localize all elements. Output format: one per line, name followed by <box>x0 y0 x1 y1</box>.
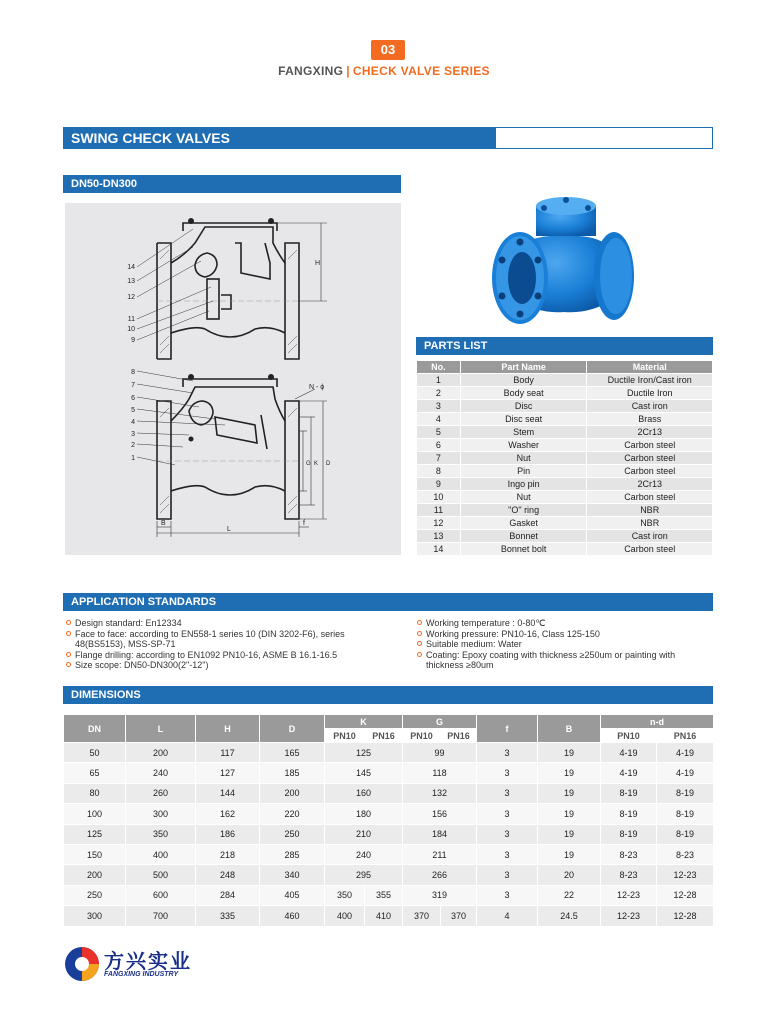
dim-f: 3 <box>477 824 538 844</box>
part-name: "O" ring <box>460 504 587 517</box>
dim-k: 160 <box>325 783 403 803</box>
parts-row <box>417 426 713 439</box>
dim-nd-pn10: 8-19 <box>601 804 657 824</box>
part-no: 1 <box>417 374 461 387</box>
dimension-row <box>64 743 714 763</box>
logo-mark-icon <box>64 946 100 982</box>
dim-label-l: L <box>227 526 231 533</box>
company-logo <box>64 944 304 984</box>
parts-list-heading: PARTS LIST <box>416 337 713 355</box>
dim-g: 99 <box>403 743 477 763</box>
dim-dn: 65 <box>64 763 126 783</box>
parts-row <box>417 504 713 517</box>
part-material: NBR <box>587 504 713 517</box>
parts-row <box>417 387 713 400</box>
standard-item <box>66 629 396 650</box>
part-material: Carbon steel <box>587 543 713 556</box>
dim-k-pn10: 350 <box>325 885 365 905</box>
dim-label-d: D <box>326 461 331 467</box>
standard-item <box>417 639 713 650</box>
dim-d: 340 <box>260 865 325 885</box>
dim-h: 127 <box>196 763 260 783</box>
dimension-row <box>64 783 714 803</box>
dim-k: 240 <box>325 844 403 864</box>
standard-text: Flange drilling: according to EN1092 PN10-16, ASME B 16.1-16.5 <box>75 649 338 660</box>
parts-row <box>417 543 713 556</box>
dim-g: 266 <box>403 865 477 885</box>
part-material: Brass <box>587 413 713 426</box>
parts-row <box>417 478 713 491</box>
part-no: 13 <box>417 530 461 543</box>
dim-g: 118 <box>403 763 477 783</box>
part-name: Nut <box>460 452 587 465</box>
dim-nd-pn10: PN10 <box>601 729 657 743</box>
standard-text: Working temperature : 0-80℃ <box>426 618 546 628</box>
dim-l: 400 <box>126 844 196 864</box>
standard-item <box>66 650 396 661</box>
part-name: Washer <box>460 439 587 452</box>
parts-col-material: Material <box>587 361 713 374</box>
dim-f: 3 <box>477 885 538 905</box>
standard-text: Coating: Epoxy coating with thickness ≥250um or painting with thickness ≥80um <box>426 649 676 670</box>
dim-k-pn16: 410 <box>365 906 403 926</box>
dim-nd-pn16: 4-19 <box>657 763 714 783</box>
bullet-icon <box>417 652 422 657</box>
dim-l: 260 <box>126 783 196 803</box>
header-title <box>0 64 768 78</box>
dim-f: 3 <box>477 783 538 803</box>
dim-f: 4 <box>477 906 538 926</box>
parts-row <box>417 374 713 387</box>
dim-f: 3 <box>477 844 538 864</box>
callout-6: 6 <box>131 395 135 402</box>
dim-dn: 200 <box>64 865 126 885</box>
standard-item <box>417 618 713 629</box>
dim-nd-pn16: PN16 <box>657 729 714 743</box>
dim-k: 125 <box>325 743 403 763</box>
dim-f: 3 <box>477 804 538 824</box>
callout-12: 12 <box>127 294 135 301</box>
dim-d: 185 <box>260 763 325 783</box>
part-no: 14 <box>417 543 461 556</box>
range-heading: DN50-DN300 <box>63 175 401 193</box>
dim-dn: 250 <box>64 885 126 905</box>
dim-nd-pn16: 8-19 <box>657 804 714 824</box>
parts-row <box>417 452 713 465</box>
dim-k: 295 <box>325 865 403 885</box>
dim-k: 180 <box>325 804 403 824</box>
callout-9: 9 <box>131 337 135 344</box>
parts-row <box>417 491 713 504</box>
dim-nd-pn16: 8-19 <box>657 783 714 803</box>
logo-chinese-name: 方兴实业 <box>104 949 192 973</box>
part-material: Carbon steel <box>587 439 713 452</box>
dim-nd-pn10: 12-23 <box>601 885 657 905</box>
dim-f: 3 <box>477 743 538 763</box>
dim-d: 285 <box>260 844 325 864</box>
standards-right-list <box>417 618 713 671</box>
dim-label-h: H <box>315 260 321 267</box>
dim-dn: 125 <box>64 824 126 844</box>
dim-k-pn10: PN10 <box>325 729 365 743</box>
dim-k: 145 <box>325 763 403 783</box>
part-name: Stem <box>460 426 587 439</box>
part-name: Bonnet bolt <box>460 543 587 556</box>
dim-k: 210 <box>325 824 403 844</box>
dim-g: 319 <box>403 885 477 905</box>
dim-label-n-phi: N - ϕ <box>309 384 325 391</box>
dim-b: 19 <box>538 743 601 763</box>
dim-nd-pn16: 8-23 <box>657 844 714 864</box>
dim-g-pn10: 370 <box>403 906 441 926</box>
dim-h: 186 <box>196 824 260 844</box>
dim-g-pn16: PN16 <box>441 729 477 743</box>
parts-col-name: Part Name <box>460 361 587 374</box>
dim-col-d: D <box>260 715 325 743</box>
dim-nd-pn10: 8-23 <box>601 865 657 885</box>
dim-g: 156 <box>403 804 477 824</box>
dim-nd-pn16: 8-19 <box>657 824 714 844</box>
header-brand: FANGXING <box>278 64 344 78</box>
callout-13: 13 <box>127 278 135 285</box>
dimension-row <box>64 885 714 905</box>
callout-4: 4 <box>131 419 135 426</box>
bullet-icon <box>66 652 71 657</box>
dim-k-pn10: 400 <box>325 906 365 926</box>
dim-k-pn16: PN16 <box>365 729 403 743</box>
dim-dn: 300 <box>64 906 126 926</box>
callout-14: 14 <box>127 264 135 271</box>
dim-g: 211 <box>403 844 477 864</box>
part-name: Bonnet <box>460 530 587 543</box>
dim-g: 184 <box>403 824 477 844</box>
dim-label-g: G <box>306 461 311 467</box>
part-material: 2Cr13 <box>587 426 713 439</box>
dim-nd-pn16: 12-28 <box>657 906 714 926</box>
dim-l: 500 <box>126 865 196 885</box>
dim-b: 22 <box>538 885 601 905</box>
parts-row <box>417 530 713 543</box>
dim-label-k: K <box>314 461 319 467</box>
header-separator: | <box>346 64 350 78</box>
dim-f: 3 <box>477 865 538 885</box>
standard-item <box>66 660 396 671</box>
sectional-drawing <box>65 203 401 555</box>
dim-col-dn: DN <box>64 715 126 743</box>
part-material: 2Cr13 <box>587 478 713 491</box>
part-name: Disc <box>460 400 587 413</box>
part-material: Ductile Iron/Cast iron <box>587 374 713 387</box>
bullet-icon <box>66 662 71 667</box>
part-no: 5 <box>417 426 461 439</box>
dim-nd-pn10: 8-19 <box>601 783 657 803</box>
dim-f: 3 <box>477 763 538 783</box>
dim-l: 240 <box>126 763 196 783</box>
standard-item <box>417 629 713 640</box>
dim-nd-pn16: 12-28 <box>657 885 714 905</box>
part-name: Pin <box>460 465 587 478</box>
callout-5: 5 <box>131 407 135 414</box>
dimension-row <box>64 906 714 926</box>
dimensions-heading: DIMENSIONS <box>63 686 713 704</box>
part-no: 10 <box>417 491 461 504</box>
bullet-icon <box>417 620 422 625</box>
dim-col-f: f <box>477 715 538 743</box>
bullet-icon <box>66 620 71 625</box>
part-no: 7 <box>417 452 461 465</box>
dim-l: 600 <box>126 885 196 905</box>
parts-col-no: No. <box>417 361 461 374</box>
dim-dn: 80 <box>64 783 126 803</box>
bullet-icon <box>417 631 422 636</box>
dim-d: 250 <box>260 824 325 844</box>
callout-7: 7 <box>131 382 135 389</box>
dim-h: 284 <box>196 885 260 905</box>
dim-g-pn10: PN10 <box>403 729 441 743</box>
parts-row <box>417 413 713 426</box>
part-no: 2 <box>417 387 461 400</box>
dimension-row <box>64 804 714 824</box>
dim-nd-pn16: 12-23 <box>657 865 714 885</box>
dim-dn: 50 <box>64 743 126 763</box>
dim-l: 350 <box>126 824 196 844</box>
dim-col-g: G <box>403 715 477 729</box>
part-material: Carbon steel <box>587 465 713 478</box>
header-series: CHECK VALVE SERIES <box>352 64 490 78</box>
dimension-row <box>64 865 714 885</box>
dim-h: 335 <box>196 906 260 926</box>
part-material: Carbon steel <box>587 452 713 465</box>
part-material: Cast iron <box>587 530 713 543</box>
part-no: 8 <box>417 465 461 478</box>
part-no: 4 <box>417 413 461 426</box>
dim-dn: 100 <box>64 804 126 824</box>
dim-d: 405 <box>260 885 325 905</box>
page-title: SWING CHECK VALVES <box>71 130 230 146</box>
part-no: 6 <box>417 439 461 452</box>
dim-d: 460 <box>260 906 325 926</box>
application-standards-heading: APPLICATION STANDARDS <box>63 593 713 611</box>
dim-g-pn16: 370 <box>441 906 477 926</box>
dimensions-table <box>63 714 714 927</box>
parts-row <box>417 517 713 530</box>
part-no: 12 <box>417 517 461 530</box>
parts-row <box>417 465 713 478</box>
dim-col-k: K <box>325 715 403 729</box>
dim-d: 200 <box>260 783 325 803</box>
dim-b: 19 <box>538 824 601 844</box>
dim-l: 200 <box>126 743 196 763</box>
page-number-badge: 03 <box>371 40 405 60</box>
dim-h: 162 <box>196 804 260 824</box>
parts-row <box>417 439 713 452</box>
standard-item <box>417 650 713 671</box>
part-no: 3 <box>417 400 461 413</box>
dimension-row <box>64 844 714 864</box>
part-name: Body <box>460 374 587 387</box>
dim-nd-pn10: 4-19 <box>601 763 657 783</box>
bullet-icon <box>417 641 422 646</box>
dim-nd-pn10: 8-23 <box>601 844 657 864</box>
part-material: NBR <box>587 517 713 530</box>
standards-left-list <box>66 618 396 671</box>
dim-l: 300 <box>126 804 196 824</box>
dim-b: 19 <box>538 844 601 864</box>
dimension-row <box>64 763 714 783</box>
part-material: Cast iron <box>587 400 713 413</box>
dim-d: 220 <box>260 804 325 824</box>
bullet-icon <box>66 631 71 636</box>
logo-english-name: FANGXING INDUSTRY <box>104 971 179 978</box>
dim-h: 248 <box>196 865 260 885</box>
dim-b: 19 <box>538 763 601 783</box>
dim-col-b: B <box>538 715 601 743</box>
part-no: 11 <box>417 504 461 517</box>
part-no: 9 <box>417 478 461 491</box>
parts-row <box>417 400 713 413</box>
standard-item <box>66 618 396 629</box>
standard-text: Size scope: DN50-DN300(2"-12") <box>75 660 209 670</box>
part-name: Body seat <box>460 387 587 400</box>
dim-b: 19 <box>538 783 601 803</box>
dim-col-nd: n-d <box>601 715 714 729</box>
dim-nd-pn10: 12-23 <box>601 906 657 926</box>
dim-b: 19 <box>538 804 601 824</box>
part-name: Ingo pin <box>460 478 587 491</box>
dim-h: 117 <box>196 743 260 763</box>
dim-k-pn16: 355 <box>365 885 403 905</box>
part-name: Nut <box>460 491 587 504</box>
dim-col-l: L <box>126 715 196 743</box>
part-material: Ductile Iron <box>587 387 713 400</box>
standard-text: Design standard: En12334 <box>75 618 182 628</box>
standard-text: Working pressure: PN10-16, Class 125-150 <box>426 628 600 639</box>
parts-list-table <box>416 360 713 556</box>
callout-1: 1 <box>131 455 135 462</box>
part-name: Gasket <box>460 517 587 530</box>
callout-2: 2 <box>131 442 135 449</box>
dim-nd-pn10: 4-19 <box>601 743 657 763</box>
dim-h: 218 <box>196 844 260 864</box>
dim-nd-pn10: 8-19 <box>601 824 657 844</box>
callout-11: 11 <box>127 316 135 323</box>
dim-b: 20 <box>538 865 601 885</box>
dim-g: 132 <box>403 783 477 803</box>
callout-10: 10 <box>127 326 135 333</box>
standard-text: Face to face: according to EN558-1 series 10 (DIN 3202-F6), series 48(BS5153), MSS-SP-71 <box>75 628 345 649</box>
dim-label-b: B <box>161 520 166 527</box>
dim-h: 144 <box>196 783 260 803</box>
dim-col-h: H <box>196 715 260 743</box>
valve-product-photo <box>490 190 638 326</box>
section-title-bar <box>63 127 713 149</box>
dim-label-f: f <box>303 520 305 527</box>
dim-b: 24.5 <box>538 906 601 926</box>
standard-text: Suitable medium: Water <box>426 639 522 649</box>
dim-d: 165 <box>260 743 325 763</box>
dim-l: 700 <box>126 906 196 926</box>
callout-8: 8 <box>131 369 135 376</box>
part-material: Carbon steel <box>587 491 713 504</box>
dim-dn: 150 <box>64 844 126 864</box>
dim-nd-pn16: 4-19 <box>657 743 714 763</box>
callout-3: 3 <box>131 431 135 438</box>
dimension-row <box>64 824 714 844</box>
part-name: Disc seat <box>460 413 587 426</box>
